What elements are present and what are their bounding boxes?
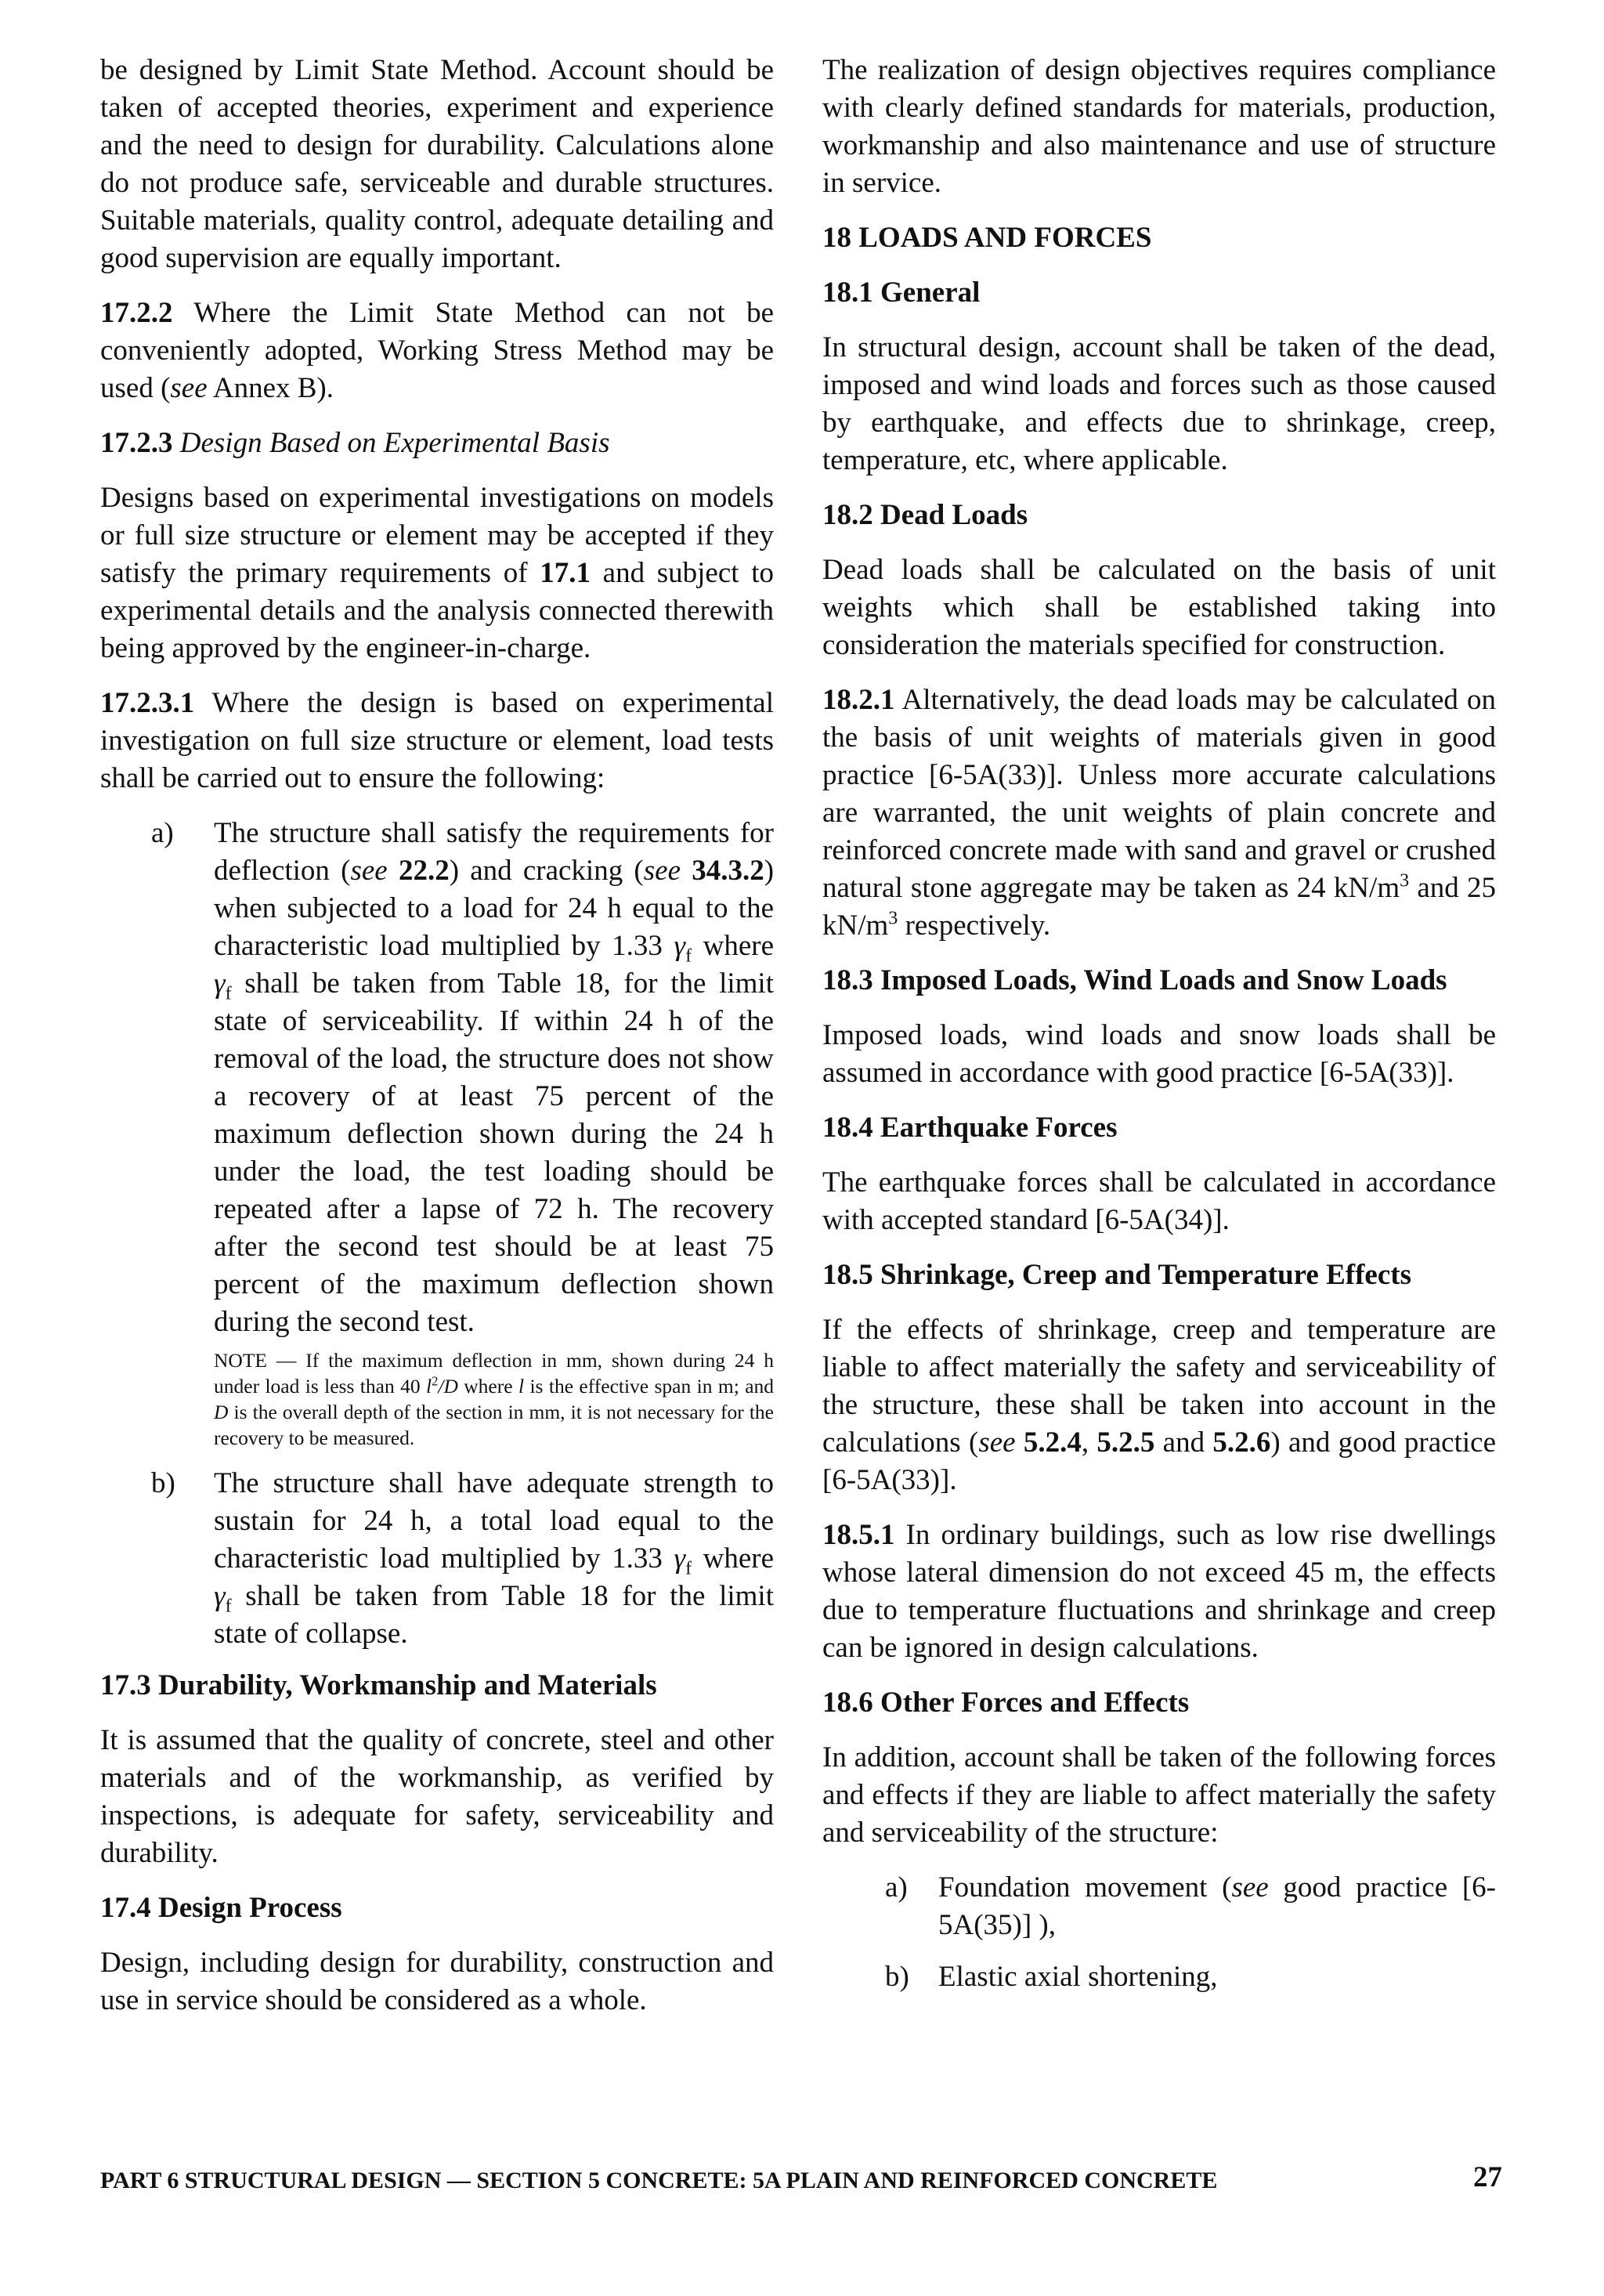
- heading-18: 18 LOADS AND FORCES: [822, 222, 1152, 254]
- gamma-symbol: γ: [214, 967, 226, 1000]
- list-item-a: [100, 815, 774, 1451]
- item-text: good practice [6-5A(35)] ),: [938, 1871, 1496, 1941]
- paragraph-17-4: Design, including design for durability, construction and use in service should be considered as a whole.: [100, 1947, 774, 2016]
- paragraph-experimental: [100, 479, 774, 667]
- clause-number: 18.5.1: [822, 1519, 895, 1551]
- note-symbol: l: [518, 1375, 525, 1397]
- list-item-b: [822, 1958, 1496, 1996]
- heading-18-3: 18.3 Imposed Loads, Wind Loads and Snow Loads: [822, 964, 1447, 996]
- heading-18-4: 18.4 Earthquake Forces: [822, 1112, 1118, 1144]
- page-footer: [100, 2162, 1502, 2200]
- clause-reference: 34.3.2: [692, 855, 764, 887]
- paragraph-text: and: [1154, 1426, 1213, 1459]
- paragraph-realization: The realization of design objectives requires compliance with clearly defined standards for materials, production, workmanship and also maintenance and use of structure in service.: [822, 54, 1496, 199]
- paragraph-18-3: Imposed loads, wind loads and snow loads shall be assumed in accordance with good practice [6-5A(33)].: [822, 1019, 1496, 1089]
- item-text: The structure shall have adequate strength to sustain for 24 h, a total load equal to the characteristic load multiplied by 1.33: [214, 1467, 774, 1575]
- see-reference: see: [978, 1426, 1016, 1459]
- see-reference: see: [1231, 1871, 1269, 1904]
- gamma-subscript: f: [685, 946, 692, 967]
- list-item-a: [822, 1869, 1496, 1944]
- paragraph-18-2: Dead loads shall be calculated on the basis of unit weights which shall be established taking into consideration the materials specified for construction.: [822, 554, 1496, 661]
- unit-superscript: 3: [1400, 870, 1410, 891]
- note-text: is the overall depth of the section in mm, it is not necessary for the recovery to be measured.: [214, 1401, 774, 1449]
- list-label: a): [885, 1871, 908, 1904]
- note-deflection: [214, 1347, 774, 1451]
- paragraph-17-3: It is assumed that the quality of concrete, steel and other materials and of the workmanship, as verified by inspections, is adequate for safety, serviceability and durability.: [100, 1724, 774, 1869]
- gamma-subscript: f: [685, 1558, 692, 1579]
- clause-reference: 17.1: [540, 557, 591, 589]
- clause-reference: 5.2.5: [1096, 1426, 1155, 1459]
- paragraph-text: Designs based on experimental investigations on models or full size structure or element may be accepted if they satisfy the primary requirements of: [100, 482, 774, 589]
- clause-17-2-3-heading: [100, 425, 774, 462]
- clause-number: 17.2.3.1: [100, 687, 195, 719]
- item-text: The structure shall satisfy the requirements for deflection (: [214, 817, 774, 887]
- list-item-b: [100, 1465, 774, 1653]
- gamma-symbol: γ: [674, 1542, 686, 1575]
- clause-reference: 5.2.6: [1212, 1426, 1271, 1459]
- paragraph-18-4: The earthquake forces shall be calculated in accordance with accepted standard [6-5A(34)].: [822, 1166, 1496, 1236]
- clause-text: Where the Limit State Method can not be conveniently adopted, Working Stress Method may be used (: [100, 297, 774, 404]
- clause-18-5-1: [822, 1517, 1496, 1667]
- clause-reference: 5.2.4: [1023, 1426, 1082, 1459]
- heading-18-2: 18.2 Dead Loads: [822, 499, 1028, 531]
- heading-17-3: 17.3 Durability, Workmanship and Materials: [100, 1669, 657, 1701]
- see-reference: see: [170, 372, 208, 404]
- note-symbol: l: [426, 1375, 432, 1397]
- clause-number: 17.2.3: [100, 427, 173, 459]
- clause-18-2-1: [822, 682, 1496, 945]
- clause-text: In ordinary buildings, such as low rise dwellings whose lateral dimension do not exceed 45 m, the effects due to temperature fluctuations and shrinkage and creep can be ignored in design calculations.: [822, 1519, 1496, 1664]
- right-column: [822, 52, 1496, 2010]
- page-number: 27: [1473, 2161, 1502, 2193]
- list-label: b): [151, 1467, 175, 1499]
- list-label: a): [151, 817, 174, 849]
- paragraph-text: If the effects of shrinkage, creep and temperature are liable to affect materially the safety and serviceability of the structure, these shall be taken into account in the calculations (: [822, 1314, 1496, 1459]
- paragraph-text: and subject to experimental details and the analysis connected therewith being approved by the engineer-in-charge.: [100, 557, 774, 664]
- item-text: shall be taken from Table 18, for the limit state of serviceability. If within 24 h of the removal of the load, the structure does not show a recovery of at least 75 percent of the maximum deflection shown during the 24 h under the load, the test loading should be repeated after a lapse of 72 h. The recovery after the second test should be at least 75 percent of the maximum deflection shown during the second test.: [214, 967, 774, 1338]
- note-symbol: /D: [438, 1375, 458, 1397]
- heading-18-6: 18.6 Other Forces and Effects: [822, 1687, 1190, 1719]
- clause-number: 18.2.1: [822, 684, 895, 716]
- note-text: NOTE — If the maximum deflection in mm, shown during 24 h under load is less than 40: [214, 1349, 774, 1397]
- item-text: where: [692, 930, 775, 962]
- item-text: where: [692, 1542, 775, 1575]
- paragraph-18-5: [822, 1311, 1496, 1499]
- clause-text: Where the design is based on experimental investigation on full size structure or element, load tests shall be carried out to ensure the following:: [100, 687, 774, 794]
- clause-title: Design Based on Experimental Basis: [179, 427, 610, 459]
- item-text: shall be taken from Table 18 for the limit state of collapse.: [214, 1580, 774, 1650]
- note-text: where: [457, 1375, 518, 1397]
- paragraph-text: ,: [1081, 1426, 1097, 1459]
- heading-18-1: 18.1 General: [822, 277, 981, 309]
- note-text: is the effective span in m; and: [524, 1375, 775, 1397]
- heading-17-4: 17.4 Design Process: [100, 1892, 342, 1924]
- gamma-symbol: γ: [674, 930, 686, 962]
- list-label: b): [885, 1961, 909, 1993]
- item-text: ) and cracking (: [449, 855, 644, 887]
- clause-text: and 25 kN/m: [822, 872, 1496, 942]
- paragraph-limit-state: be designed by Limit State Method. Account should be taken of accepted theories, experiment and experience and the need to design for durability. Calculations alone do not produce safe, serviceable and durable structures. Suitable materials, quality control, adequate detailing and good supervision are equally important.: [100, 54, 774, 274]
- paragraph-18-1: In structural design, account shall be taken of the dead, imposed and wind loads and forces such as those caused by earthquake, and effects due to shrinkage, creep, temperature, etc, where applicable.: [822, 331, 1496, 476]
- gamma-subscript: f: [225, 1596, 232, 1617]
- item-text: ) when subjected to a load for 24 h equal to the characteristic load multiplied by 1.33: [214, 855, 775, 962]
- note-symbol: D: [214, 1401, 229, 1423]
- left-column: [100, 52, 774, 2037]
- clause-text: Alternatively, the dead loads may be calculated on the basis of unit weights of materials given in good practice [6-5A(33)]. Unless more accurate calculations are warranted, the unit weights of plain concrete and reinforced concrete made with sand and gravel or crushed natural stone aggregate may be taken as 24 kN/m: [822, 684, 1496, 904]
- gamma-symbol: γ: [214, 1580, 226, 1612]
- paragraph-18-6: In addition, account shall be taken of the following forces and effects if they are liable to affect materially the safety and serviceability of the structure:: [822, 1741, 1496, 1849]
- footer-title: PART 6 STRUCTURAL DESIGN — SECTION 5 CONCRETE: 5A PLAIN AND REINFORCED CONCRETE: [100, 2168, 1218, 2193]
- see-reference: see: [643, 855, 681, 887]
- clause-text: respectively.: [898, 909, 1051, 942]
- clause-text: Annex B).: [207, 372, 334, 404]
- see-reference: see: [350, 855, 388, 887]
- unit-superscript: 3: [888, 908, 898, 929]
- clause-number: 17.2.2: [100, 297, 173, 329]
- item-text: Foundation movement (: [938, 1871, 1232, 1904]
- item-text: Elastic axial shortening,: [938, 1961, 1218, 1993]
- gamma-subscript: f: [225, 983, 232, 1004]
- heading-18-5: 18.5 Shrinkage, Creep and Temperature Effects: [822, 1259, 1411, 1291]
- note-superscript: 2: [432, 1373, 439, 1389]
- clause-reference: 22.2: [398, 855, 450, 887]
- clause-17-2-3-1: [100, 685, 774, 797]
- paragraph-text: ) and good practice [6-5A(33)].: [822, 1426, 1496, 1496]
- clause-17-2-2: [100, 295, 774, 407]
